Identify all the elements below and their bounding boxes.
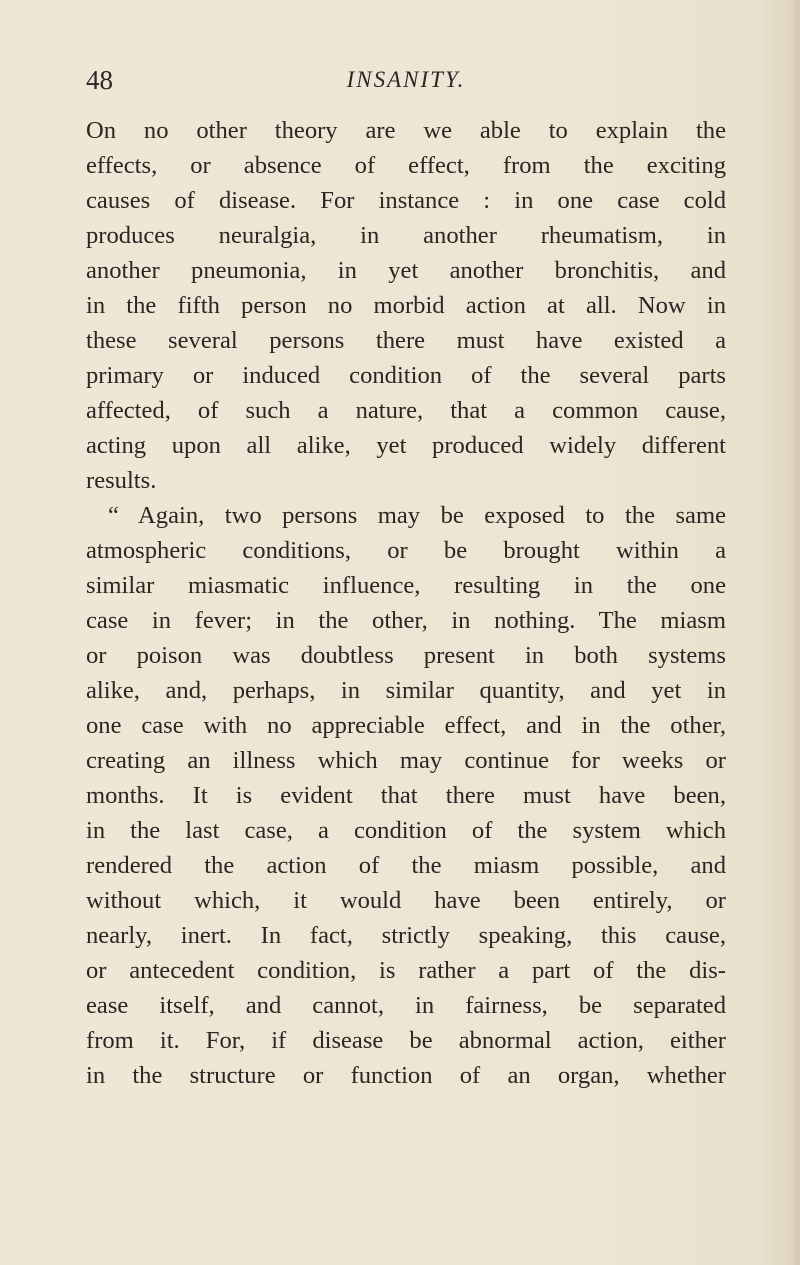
text-line: in the fifth person no morbid action at all. Now in [86,292,726,319]
text-line: without which, it would have been entirely, or [86,887,726,914]
page-edge [794,0,800,1265]
text-line: case in fever; in the other, in nothing. The miasm [86,607,726,634]
text-line: from it. For, if disease be abnormal action, either [86,1027,726,1054]
text-line: alike, and, perhaps, in similar quantity, and yet in [86,677,726,704]
text-line: similar miasmatic influence, resulting in the one [86,572,726,599]
text-line: affected, of such a nature, that a common cause, [86,397,726,424]
page-header [86,60,726,100]
text-line: atmospheric conditions, or be brought within a [86,537,726,564]
text-line: results. [86,467,157,494]
text-line: months. It is evident that there must have been, [86,782,726,809]
text-line: causes of disease. For instance : in one case cold [86,187,726,214]
text-line: these several persons there must have existed a [86,327,726,354]
text-line: in the structure or function of an organ, whether [86,1062,726,1089]
text-line: rendered the action of the miasm possible, and [86,852,726,879]
text-line: or poison was doubtless present in both systems [86,642,726,669]
text-line: or antecedent condition, is rather a part of the dis- [86,957,726,984]
text-line: ease itself, and cannot, in fairness, be separated [86,992,726,1019]
page-number: 48 [86,65,113,95]
text-line: another pneumonia, in yet another bronchitis, and [86,257,726,284]
text-line: On no other theory are we able to explain the [86,117,726,144]
text-line: “ Again, two persons may be exposed to the same [108,502,726,529]
text-line: one case with no appreciable effect, and in the other, [86,712,726,739]
text-line: nearly, inert. In fact, strictly speaking, this cause, [86,922,726,949]
running-title: INSANITY. [346,67,466,92]
text-line: in the last case, a condition of the system which [86,817,726,844]
body-text [86,113,726,1093]
text-line: effects, or absence of effect, from the exciting [86,152,726,179]
text-line: acting upon all alike, yet produced widely different [86,432,726,459]
text-line: produces neuralgia, in another rheumatism, in [86,222,726,249]
text-line: primary or induced condition of the several parts [86,362,726,389]
text-line: creating an illness which may continue for weeks or [86,747,726,774]
